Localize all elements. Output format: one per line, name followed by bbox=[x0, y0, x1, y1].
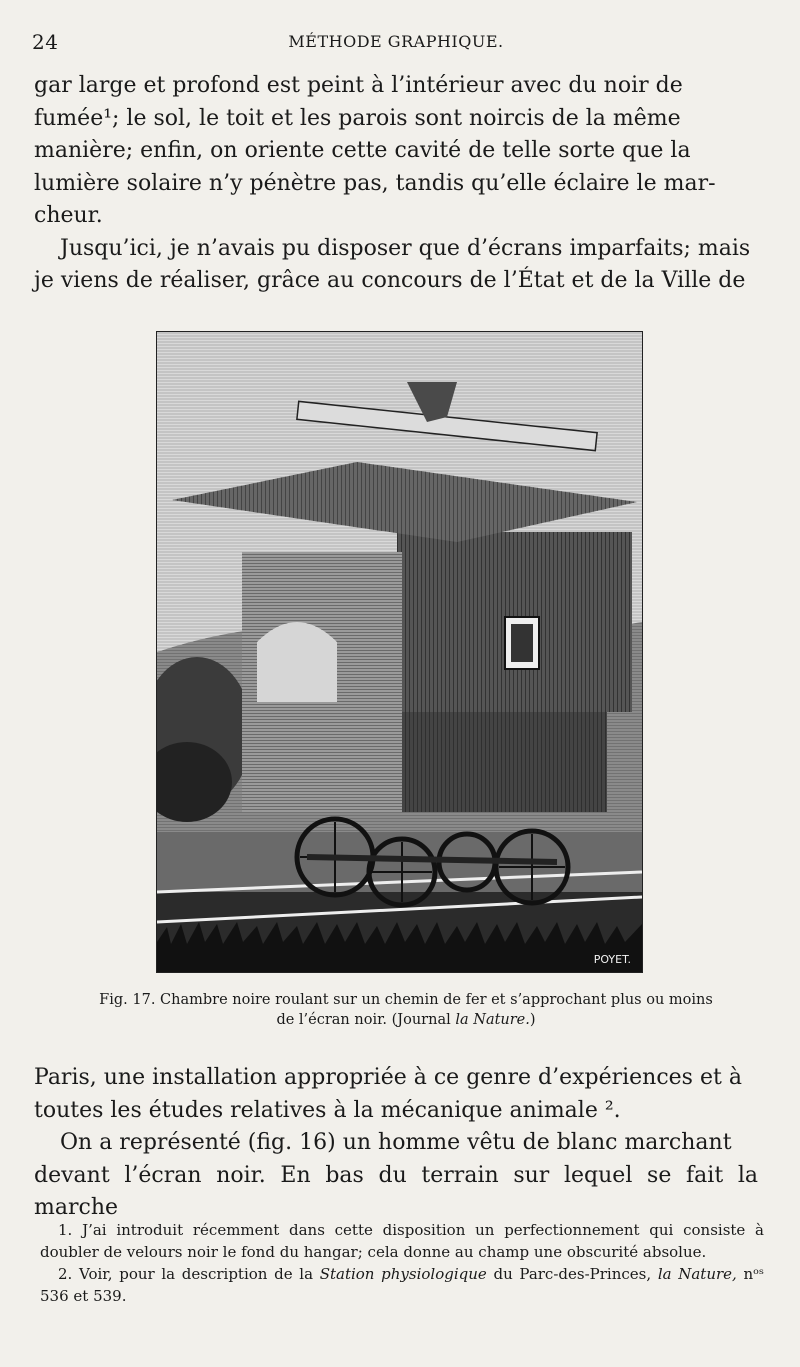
bottom-paragraph bbox=[34, 1062, 758, 1225]
footnote-2 bbox=[40, 1264, 764, 1307]
top-paragraph bbox=[34, 70, 758, 298]
text-line: je viens de réaliser, grâce au concours de l’État et de la Ville de bbox=[34, 268, 746, 293]
text-line: On a représenté (fig. 16) un homme vêtu de blanc marchant bbox=[60, 1130, 732, 1155]
caption-number: Fig. 17. bbox=[99, 992, 156, 1008]
text-line: manière; enfin, on oriente cette cavité de telle sorte que la bbox=[34, 138, 691, 163]
text-line: lumière solaire n’y pénètre pas, tandis qu’elle éclaire le mar- bbox=[34, 170, 716, 196]
footnote-1: 1. J’ai introduit récemment dans cette disposition un perfectionnement qui consiste à doubler de velours noir le fond du hangar; cela donne au champ une obscurité absolue. bbox=[40, 1221, 764, 1261]
figure-caption bbox=[96, 990, 716, 1030]
footnote-2-italic-title: Station physiologique bbox=[319, 1265, 487, 1283]
text-line: devant l’écran noir. En bas du terrain sur lequel se fait la marche bbox=[34, 1162, 758, 1220]
text-line: Jusqu’ici, je n’avais pu disposer que d’écrans imparfaits; mais bbox=[60, 235, 751, 261]
running-title: MÉTHODE GRAPHIQUE. bbox=[288, 32, 504, 51]
footnote-2-end: nᵒˢ 536 et 539. bbox=[40, 1265, 764, 1305]
page-number: 24 bbox=[32, 30, 59, 54]
footnote-2-italic-journal: la Nature, bbox=[657, 1265, 737, 1283]
caption-text-line2: de l’écran noir. (Journal bbox=[276, 1012, 451, 1028]
engraver-signature: POYET. bbox=[591, 953, 634, 966]
engraving-figure bbox=[156, 331, 643, 973]
footnote-2-start: 2. Voir, pour la description de la bbox=[58, 1265, 314, 1283]
text-line: gar large et profond est peint à l’intérieur avec du noir de bbox=[34, 73, 683, 98]
running-header bbox=[32, 30, 760, 56]
text-line: cheur. bbox=[34, 203, 103, 228]
caption-journal-title: la Nature. bbox=[455, 1012, 530, 1028]
text-line: toutes les études relatives à la mécanique animale ². bbox=[34, 1097, 621, 1123]
footnote-2-mid: du Parc-des-Princes, bbox=[493, 1265, 652, 1283]
railway-darkroom-illustration bbox=[157, 332, 642, 972]
text-line: Paris, une installation appropriée à ce genre d’expériences et à bbox=[34, 1065, 742, 1090]
caption-end: ) bbox=[529, 1012, 536, 1028]
footnotes bbox=[40, 1220, 764, 1308]
text-line: fumée¹; le sol, le toit et les parois sont noircis de la même bbox=[34, 105, 681, 131]
caption-text: Chambre noire roulant sur un chemin de fer et s’approchant plus ou moins bbox=[160, 992, 713, 1008]
